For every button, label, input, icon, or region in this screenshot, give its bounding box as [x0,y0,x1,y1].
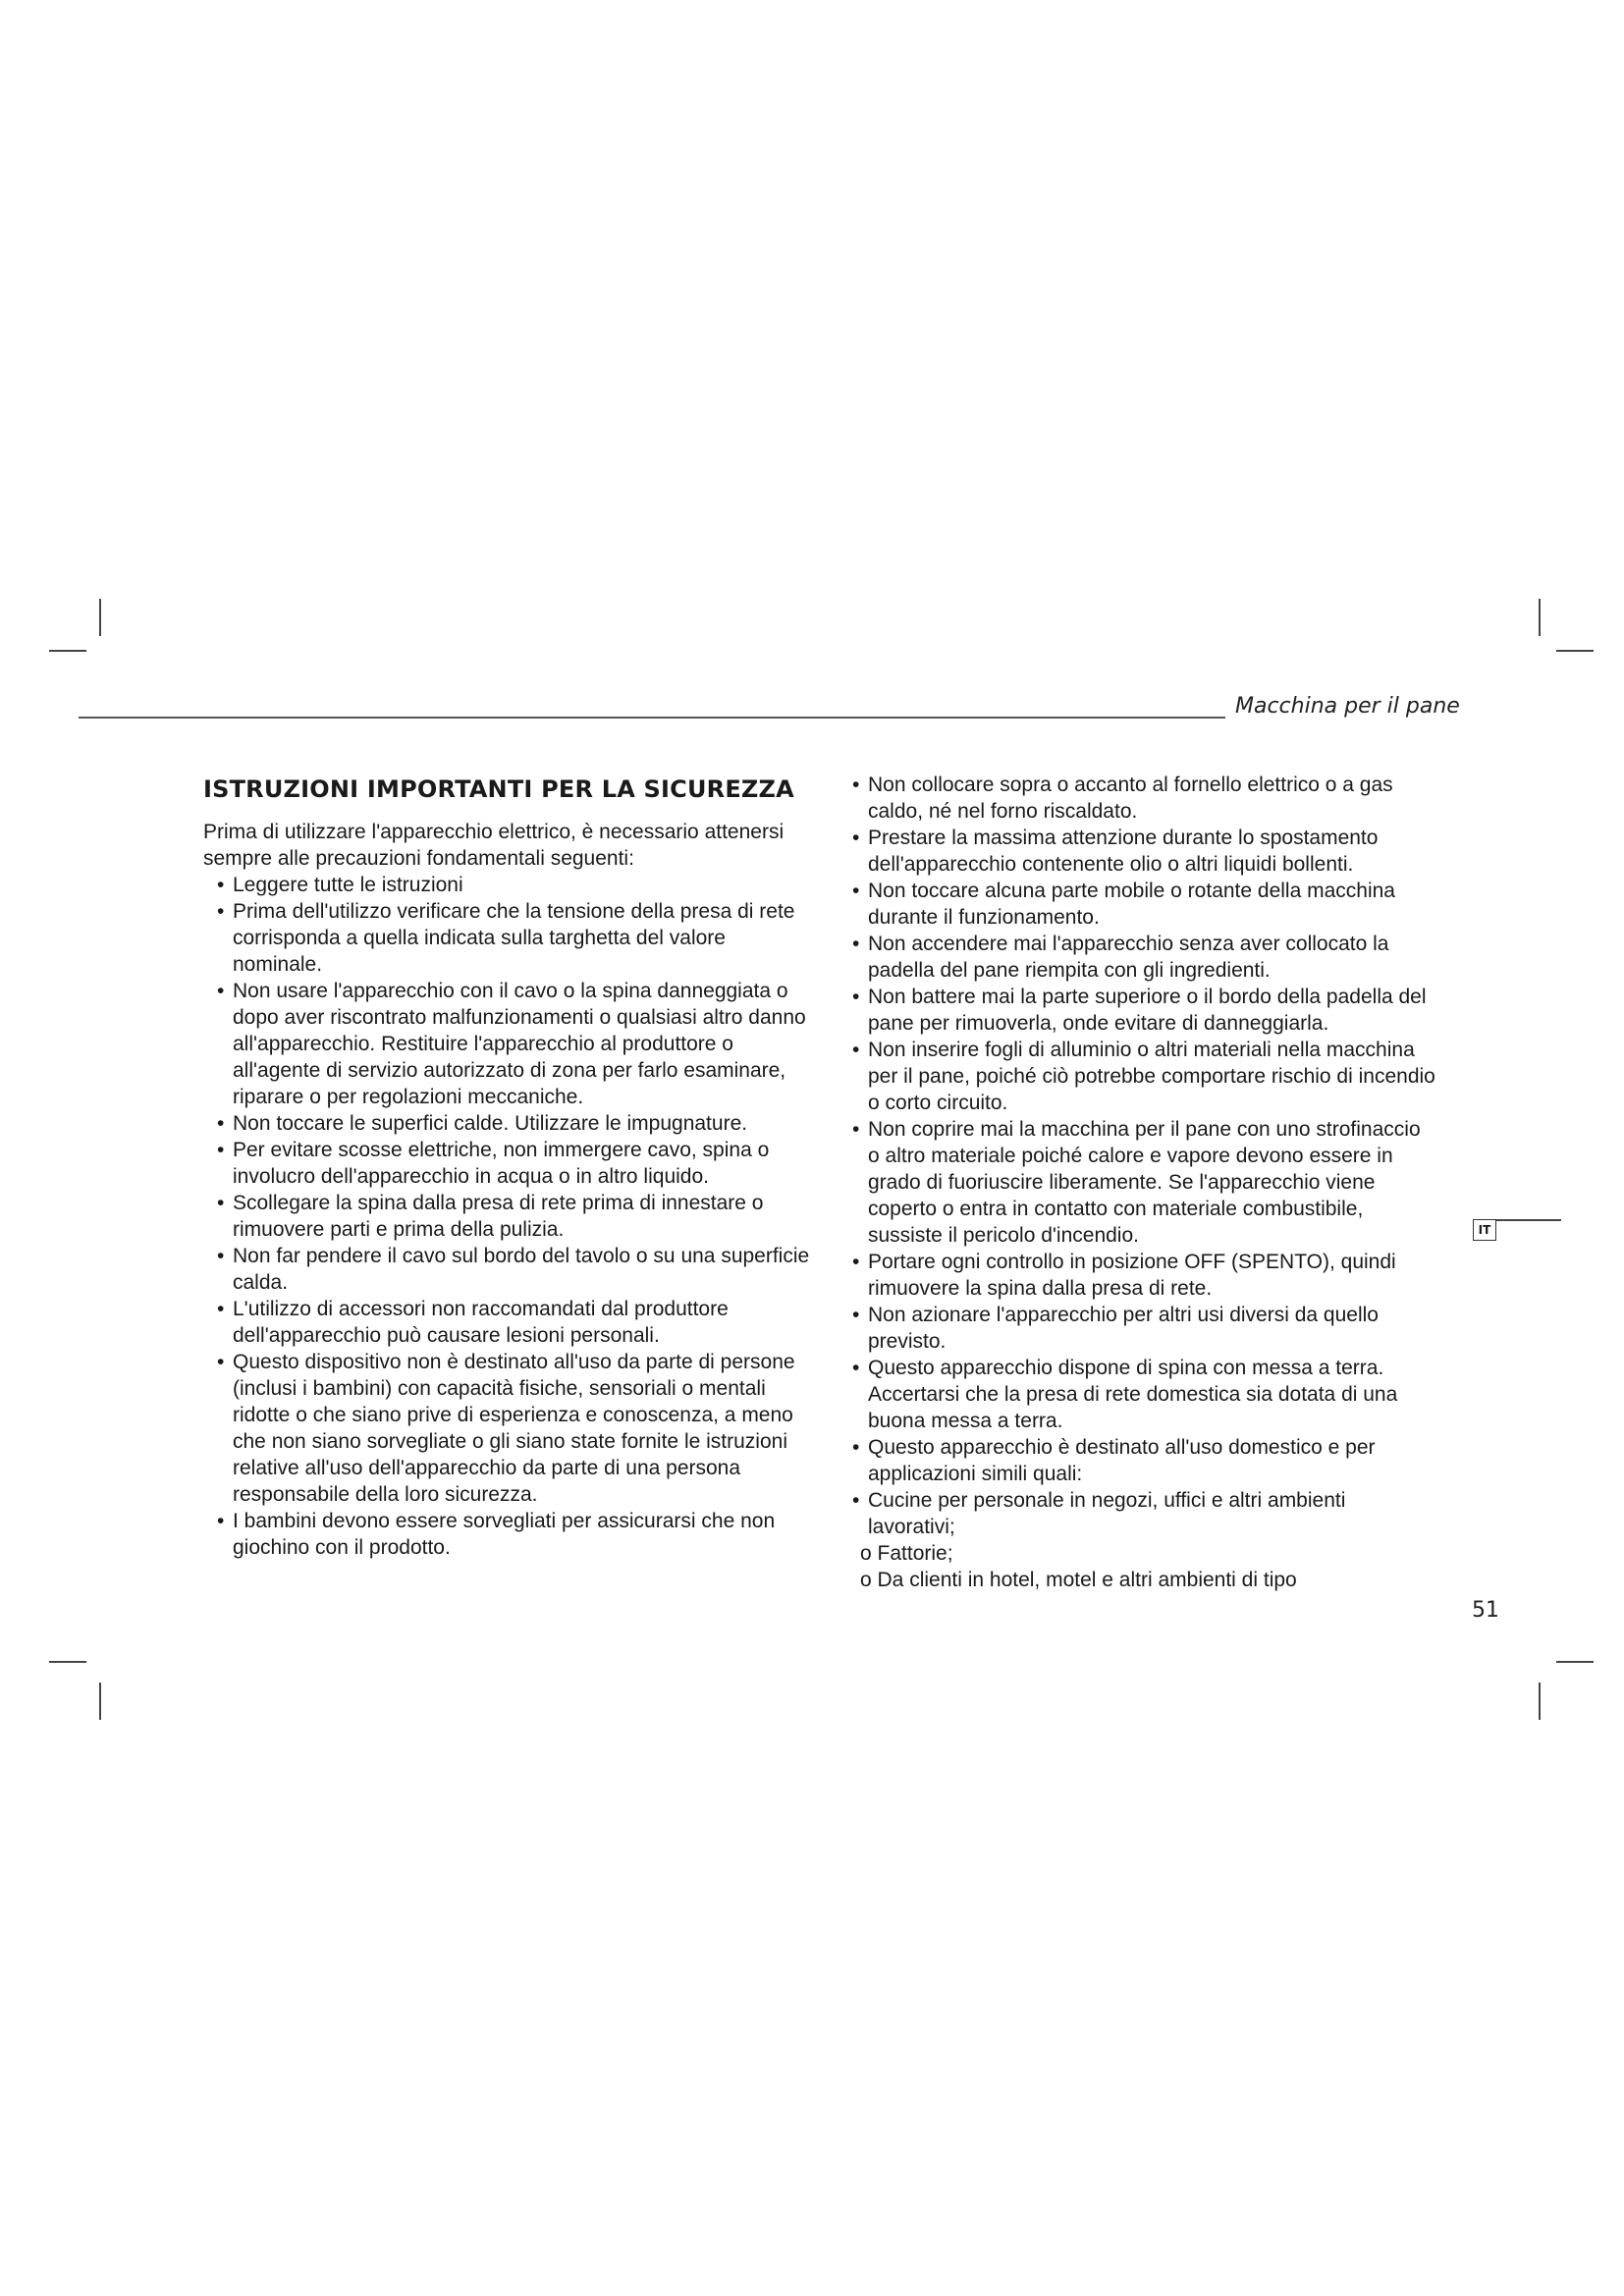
crop-mark [49,1661,86,1663]
language-code: IT [1473,1219,1496,1241]
list-item: • Questo apparecchio è destinato all'uso domestico e per applicazioni simili quali: [839,1434,1437,1487]
sub-list-item: o Da clienti in hotel, motel e altri ambienti di tipo [860,1569,1297,1591]
page-number: 51 [1472,1598,1499,1623]
safety-list-right [839,772,1437,1540]
crop-mark [1556,650,1594,652]
list-item: • Non azionare l'apparecchio per altri usi diversi da quello previsto. [839,1302,1437,1355]
crop-mark [99,599,101,636]
list-item: • I bambini devono essere sorvegliati per assicurarsi che non giochino con il prodotto. [203,1508,812,1561]
list-item: • Non toccare le superfici calde. Utilizzare le impugnature. [203,1110,812,1137]
list-item: • Cucine per personale in negozi, uffici e altri ambienti lavorativi; [839,1487,1437,1540]
crop-mark [99,1682,101,1720]
list-item: • Questo dispositivo non è destinato all'uso da parte di persone (inclusi i bambini) con capacità fisiche, sensoriali o mentali ridotte o che siano prive di esperienza e conoscenza, a meno che non siano sorvegliate o gli siano state fornite le istruzioni relative all'uso dell'apparecchio da parte di una persona responsabile della loro sicurezza. [203,1349,812,1508]
section-heading: ISTRUZIONI IMPORTANTI PER LA SICUREZZA [203,775,794,803]
list-item: • Questo apparecchio dispone di spina con messa a terra. Accertarsi che la presa di rete domestica sia dotata di una buona messa a terra. [839,1355,1437,1434]
list-item: • Non far pendere il cavo sul bordo del tavolo o su una superficie calda. [203,1243,812,1296]
list-item: • Portare ogni controllo in posizione OFF (SPENTO), quindi rimuovere la spina dalla presa di rete. [839,1249,1437,1302]
crop-mark [1556,1661,1594,1663]
header-rule [79,717,1225,719]
list-item: • Non inserire fogli di alluminio o altri materiali nella macchina per il pane, poiché ciò potrebbe comportare rischio di incendio o corto circuito. [839,1037,1437,1116]
sub-list-item: o Fattorie; [860,1542,953,1565]
list-item: • L'utilizzo di accessori non raccomandati dal produttore dell'apparecchio può causare lesioni personali. [203,1296,812,1349]
list-item: • Non battere mai la parte superiore o il bordo della padella del pane per rimuoverla, onde evitare di danneggiarla. [839,984,1437,1037]
list-item: • Prestare la massima attenzione durante lo spostamento dell'apparecchio contenente olio o altri liquidi bollenti. [839,825,1437,878]
list-item: • Non usare l'apparecchio con il cavo o la spina danneggiata o dopo aver riscontrato malfunzionamenti o qualsiasi altro danno all'apparecchio. Restituire l'apparecchio al produttore o all'agente di servizio autorizzato di zona per farlo esaminare, riparare o per regolazioni meccaniche. [203,978,812,1110]
right-column [839,772,1437,1593]
safety-list-left [203,872,812,1561]
crop-mark [1539,1682,1541,1720]
list-item: • Per evitare scosse elettriche, non immergere cavo, spina o involucro dell'apparecchio in acqua o in altro liquido. [203,1137,812,1190]
list-item: • Scollegare la spina dalla presa di rete prima di innestare o rimuovere parti e prima della pulizia. [203,1190,812,1243]
language-tab [1473,1219,1561,1243]
list-item: • Leggere tutte le istruzioni [203,872,812,898]
list-item: • Non collocare sopra o accanto al fornello elettrico o a gas caldo, né nel forno riscaldato. [839,772,1437,825]
crop-mark [49,650,86,652]
list-item: • Non accendere mai l'apparecchio senza aver collocato la padella del pane riempita con gli ingredienti. [839,931,1437,984]
running-header-title: Macchina per il pane [1235,694,1460,719]
crop-mark [1539,599,1541,636]
language-tab-rule [1496,1219,1561,1221]
intro-paragraph: Prima di utilizzare l'apparecchio elettrico, è necessario attenersi sempre alle precauzioni fondamentali seguenti: [203,821,785,870]
list-item: • Non coprire mai la macchina per il pane con uno strofinaccio o altro materiale poiché calore e vapore devono essere in grado di fuoriuscire liberamente. Se l'apparecchio viene coperto o entra in contatto con materiale combustibile, sussiste il pericolo d'incendio. [839,1116,1437,1249]
left-column [203,775,812,1561]
list-item: • Non toccare alcuna parte mobile o rotante della macchina durante il funzionamento. [839,878,1437,931]
list-item: • Prima dell'utilizzo verificare che la tensione della presa di rete corrisponda a quella indicata sulla targhetta del valore nominale. [203,898,812,978]
